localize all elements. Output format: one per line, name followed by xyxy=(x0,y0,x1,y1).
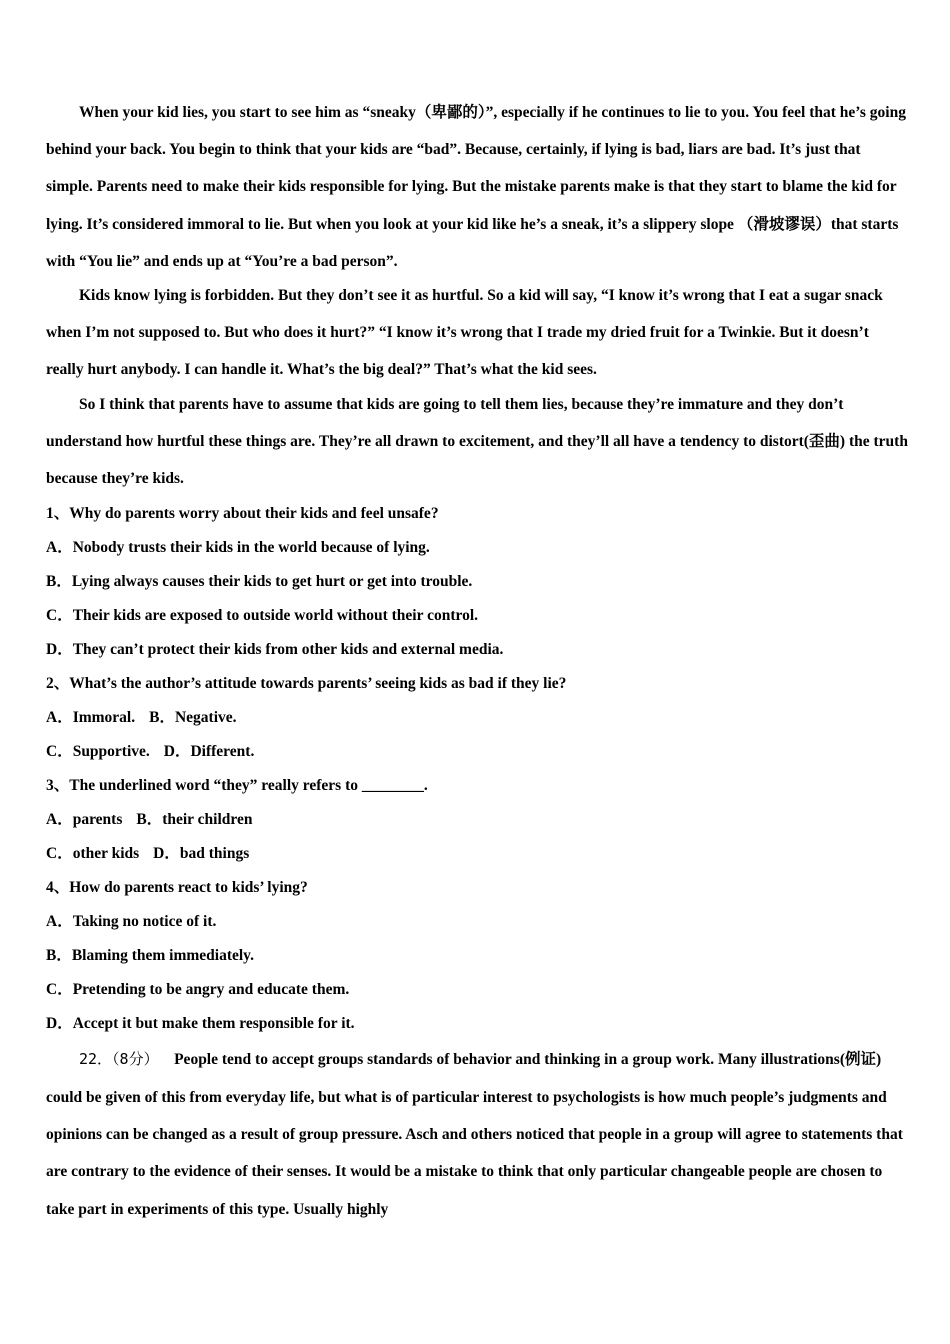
document-page xyxy=(46,94,908,1228)
question-22-passage xyxy=(46,1041,908,1228)
option-a: A．Taking no notice of it. xyxy=(46,913,217,931)
option-d: D．Accept it but make them responsible for it. xyxy=(46,1015,355,1033)
option-row xyxy=(46,701,908,735)
question-number: 22．（8分） xyxy=(79,1050,159,1069)
option-a: A．Nobody trusts their kids in the world because of lying. xyxy=(46,539,430,557)
question-1 xyxy=(46,497,908,667)
option-row xyxy=(46,803,908,837)
option-c: C．Their kids are exposed to outside world without their control. xyxy=(46,607,479,625)
question-2 xyxy=(46,667,908,769)
question-3 xyxy=(46,769,908,871)
option-b: B．their children xyxy=(136,811,253,829)
question-4 xyxy=(46,871,908,1041)
question-stem: 1、Why do parents worry about their kids and feel unsafe? xyxy=(46,505,439,523)
option-c: C．other kids xyxy=(46,845,140,863)
option-b: B．Blaming them immediately. xyxy=(46,947,254,965)
passage-paragraph-1: When your kid lies, you start to see him as “sneaky（卑鄙的）”, especially if he continues to lie to you. You feel that he’s going behind your back. You begin to think that your kids are “bad”. Because, certainly, if lying is bad, liars are bad. It’s just that simple. Parents need to make their kids responsible for lying. But the mistake parents make is that they start to blame the kid for lying. It’s considered immoral to lie. But when you look at your kid like he’s a sneak, it’s a slippery slope （滑坡谬误）that starts with “You lie” and ends up at “You’re a bad person”. xyxy=(46,104,906,270)
question-22-text: People tend to accept groups standards of behavior and thinking in a group work. Many illustrations(例证) could be given of this from everyday life, but what is of particular interest to psychologists is how much people’s judgments and opinions can be changed as a result of group pressure. Asch and others noticed that people in a group will agree to statements that are contrary to the evidence of their senses. It would be a mistake to think that only particular changeable people are chosen to take part in experiments of this type. Usually highly xyxy=(46,1051,903,1218)
option-d: D．bad things xyxy=(153,845,250,863)
option-row xyxy=(46,837,908,871)
question-stem: 2、What’s the author’s attitude towards parents’ seeing kids as bad if they lie? xyxy=(46,675,567,693)
option-d: D．They can’t protect their kids from other kids and external media. xyxy=(46,641,504,659)
question-stem: 4、How do parents react to kids’ lying? xyxy=(46,879,308,897)
option-d: D．Different. xyxy=(163,743,255,761)
option-c: C．Supportive. xyxy=(46,743,150,761)
question-stem: 3、The underlined word “they” really refers to ________. xyxy=(46,777,428,795)
option-a: A．Immoral. xyxy=(46,709,136,727)
option-b: B．Negative. xyxy=(149,709,237,727)
option-b: B．Lying always causes their kids to get hurt or get into trouble. xyxy=(46,573,473,591)
passage-paragraph-3: So I think that parents have to assume that kids are going to tell them lies, because they’re immature and they don’t understand how hurtful these things are. They’re all drawn to excitement, and they’ll all have a tendency to distort(歪曲) the truth because they’re kids. xyxy=(46,395,908,488)
option-c: C．Pretending to be angry and educate them. xyxy=(46,981,350,999)
option-row xyxy=(46,735,908,769)
passage-paragraph-2: Kids know lying is forbidden. But they don’t see it as hurtful. So a kid will say, “I know it’s wrong that I eat a sugar snack when I’m not supposed to. But who does it hurt?” “I know it’s wrong that I trade my dried fruit for a Twinkie. But it doesn’t really hurt anybody. I can handle it. What’s the big deal?” That’s what the kid sees. xyxy=(46,287,883,379)
option-a: A．parents xyxy=(46,811,123,829)
